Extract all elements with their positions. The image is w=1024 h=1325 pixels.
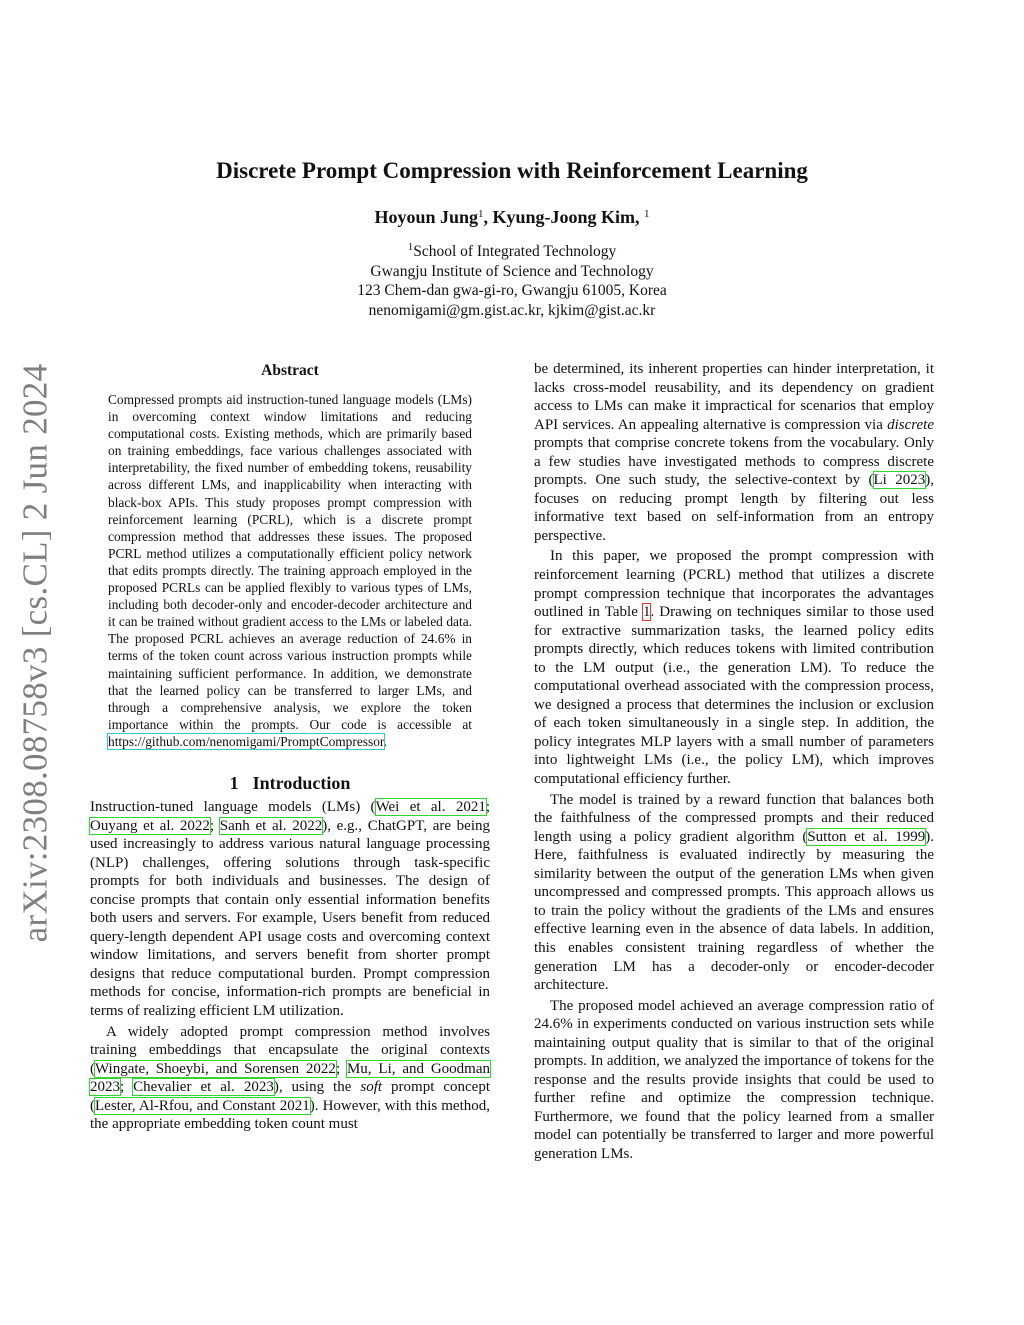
intro-paragraph-1: Instruction-tuned language models (LMs) (Wei et al. 2021; Ouyang et al. 2022; Sanh et al. 2022), e.g., ChatGPT, are being used increasingly to address various natural language processing (NLP) challenges, offering solutions through task-specific prompts for both individuals and businesses. The design of concise prompts that contain only essential information benefits both users and servers. For example, Users benefit from reduced query-length dependent API usage costs and overcoming context window limitations, and servers benefit from shorter prompt designs that reduce computational burden. Prompt compression methods for concise, information-rich prompts are beneficial in terms of realizing efficient LM utilization.	[90, 798, 491, 1019]
citation-link[interactable]: Mu, Li, and Goodman 2023	[90, 1060, 491, 1096]
code-repository-link[interactable]: https://github.com/nenomigami/PromptCompressor	[108, 733, 384, 749]
author-1-affil-mark: 1	[478, 208, 484, 220]
author-1-name: Hoyoun Jung	[374, 207, 478, 227]
author-list	[0, 207, 1024, 228]
section-number: 1	[229, 772, 239, 793]
abstract-body: Compressed prompts aid instruction-tuned language models (LMs) in overcoming context window limitations and reducing computational costs. Existing methods, which are primarily based on training embeddings, face various challenges associated with interpretability, the fixed number of embedding tokens, reusability across different LMs, and inapplicability when interacting with black-box APIs. This study proposes prompt compression with reinforcement learning (PCRL), which is a discrete prompt compression method that addresses these issues. The proposed PCRL method utilizes a computationally efficient policy network that edits prompts directly. The training approach employed in the proposed PCRLs can be applied flexibly to various types of LMs, including both decoder-only and encoder-decoder architecture and it can be trained without gradient access to the LMs or labeled data. The proposed PCRL achieves an average reduction of 24.6% in terms of the token count across various instruction prompts while maintaining sufficient performance. In addition, we demonstrate that the learned policy can be transferred to larger LMs, and through a comprehensive analysis, we explore the token importance within the prompts. Our code is accessible at https://github.com/nenomigami/PromptCompressor.	[108, 392, 472, 749]
affiliation-line-1: $^1$School of Integrated Technology	[407, 241, 617, 260]
section-heading-introduction	[90, 773, 490, 794]
arxiv-identifier-stamp	[12, 363, 58, 942]
citation-link[interactable]: Ouyang et al. 2022	[90, 817, 210, 834]
paper-title: Discrete Prompt Compression with Reinforcement Learning	[216, 158, 808, 183]
left-column	[90, 362, 490, 1134]
citation-link[interactable]: Sutton et al. 1999	[807, 828, 926, 845]
affiliation-line-2: Gwangju Institute of Science and Technology	[370, 262, 654, 280]
affiliation-mark: 1	[407, 241, 414, 253]
author-separator: ,	[483, 207, 493, 227]
citation-link[interactable]: Wei et al. 2021	[375, 798, 486, 815]
affiliation-block	[0, 238, 1024, 321]
intro-paragraph-2: A widely adopted prompt compression method involves training embeddings that encapsulate the original contexts (Wingate, Shoeybi, and Sorensen 2022; Mu, Li, and Goodman 2023; Chevalier et al. 2023), using the soft prompt concept (Lester, Al-Rfou, and Constant 2021). However, with this method, the appropriate embedding token count must	[90, 1023, 491, 1133]
citation-link[interactable]: Lester, Al-Rfou, and Constant 2021	[95, 1097, 310, 1114]
author-2-affil-mark: 1	[644, 208, 650, 220]
table-reference-link[interactable]: 1	[642, 604, 651, 621]
intro-paragraph-5: The model is trained by a reward function that balances both the faithfulness of the compressed prompts and their reduced length using a policy gradient algorithm (Sutton et al. 1999). Here, faithfulness is evaluated indirectly by measuring the similarity between the output of the generation LMs when given uncompressed and compressed prompts. This approach allows us to train the policy without the gradients of the LMs and ensures effective learning even in the absence of data labels. In addition, this enables consistent training regardless of whether the generation LM has a decoder-only or encoder-decoder architecture.	[534, 791, 934, 994]
citation-link[interactable]: Chevalier et al. 2023	[133, 1079, 274, 1096]
section-title: Introduction	[252, 772, 351, 793]
author-2-name: Kyung-Joong Kim,	[492, 207, 645, 227]
arxiv-id-text: arXiv:2308.08758v3 [cs.CL] 2 Jun 2024	[15, 363, 55, 942]
citation-link[interactable]: Wingate, Shoeybi, and Sorensen 2022	[95, 1060, 336, 1077]
intro-paragraph-3: be determined, its inherent properties can hinder interpretation, it lacks cross-model reusability, and its dependency on gradient access to LMs can make it impractical for scenarios that employ API services. An appealing alternative is compression via discrete prompts that comprise concrete tokens from the vocabulary. Only a few studies have investigated methods to compress discrete prompts. One such study, the selective-context by (Li 2023), focuses on reducing prompt length by filtering out less informative text based on self-information from an entropy perspective.	[534, 361, 934, 544]
intro-paragraph-6: The proposed model achieved an average compression ratio of 24.6% in experiments conducted on various instruction sets while maintaining output quality that is similar to that of the original prompts. In addition, we analyzed the importance of tokens for the response and the results provide insights that could be used to further refine and optimize the compression technique. Furthermore, we found that the policy learned from a smaller model can potentially be transferred to larger and more powerful generation LMs.	[534, 997, 934, 1162]
affiliation-emails: nenomigami@gm.gist.ac.kr, kjkim@gist.ac.kr	[368, 302, 656, 320]
citation-link[interactable]: Li 2023	[873, 472, 926, 489]
intro-paragraph-4: In this paper, we proposed the prompt compression with reinforcement learning (PCRL) method that utilizes a discrete prompt compression technique that incorporates the advantages outlined in Table 1. Drawing on techniques similar to those used for extractive summarization tasks, the learned policy edits prompts directly, which reduces tokens with limited contribution to the LM output (i.e., the generation LM). To reduce the computational overhead associated with the compression process, we designed a process that determines the inclusion or exclusion of each token simultaneously in a single step. In addition, the policy integrates MLP layers with a small number of parameters into lightweight LMs (i.e., the policy LM), which improves computational efficiency further.	[534, 548, 934, 788]
affiliation-line-3: 123 Chem-dan gwa-gi-ro, Gwangju 61005, Korea	[357, 282, 667, 300]
right-column	[534, 360, 934, 1164]
abstract-heading: Abstract	[261, 362, 319, 379]
citation-link[interactable]: Sanh et al. 2022	[219, 817, 323, 834]
